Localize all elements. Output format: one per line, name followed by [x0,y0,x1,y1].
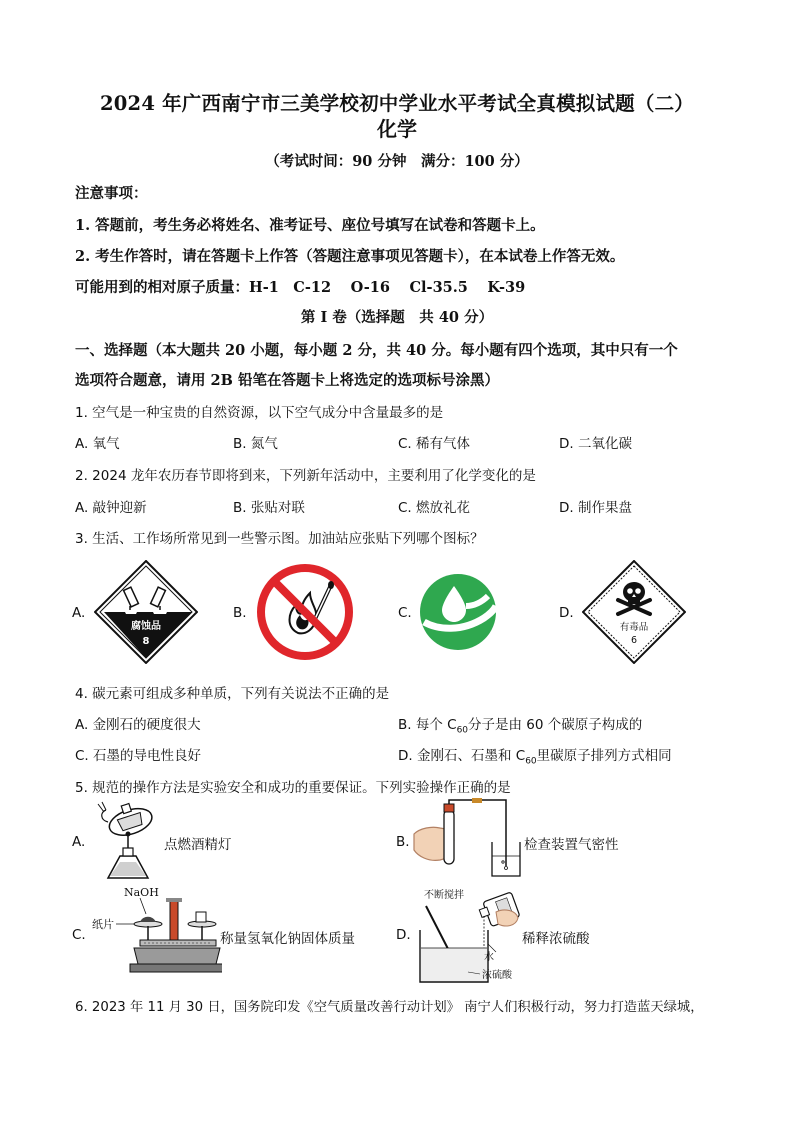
part1-heading: 第 I 卷（选择题 共 40 分） [300,309,494,326]
note-item-2: 2. 考生作答时，请在答题卡上作答（答题注意事项见答题卡），在本试卷上作答无效。 [75,248,625,265]
q1-option-d: D. 二氧化碳 [559,436,632,452]
balance-weighing-diagram [90,884,222,980]
q2-option-a: A. 敲钟迎新 [75,500,147,516]
q1-option-b: B. 氮气 [233,436,278,452]
lighting-alcohol-lamp-diagram [90,800,170,882]
exam-subject: 化学 [377,117,417,141]
notes-heading: 注意事项： [75,185,148,202]
q2-option-b: B. 张贴对联 [233,500,305,516]
q2-option-d: D. 制作果盘 [559,500,632,516]
q4-option-b-subscript: 60 [456,725,469,736]
naoh-label: NaOH [124,886,159,899]
q2-option-c: C. 燃放礼花 [398,500,471,516]
toxic-sign-icon [582,560,686,664]
q2-stem: 2. 2024 龙年农历春节即将到来，下列新年活动中，主要利用了化学变化的是 [75,468,536,484]
water-label: 水 [484,952,494,963]
q5-option-c-label: C. [72,927,86,943]
q5-option-a-label: A. [72,834,86,850]
q5-option-a-caption: 点燃酒精灯 [164,837,232,853]
q5-option-b-label: B. [396,834,410,850]
q4-option-d-text: D. 金刚石、石墨和 C [398,748,526,764]
corrosive-sign-number: 8 [142,636,150,647]
q4-option-a: A. 金刚石的硬度很大 [75,717,201,733]
paper-label: 纸片 [92,918,114,931]
note-item-1: 1. 答题前，考生务必将姓名、准考证号、座位号填写在试卷和答题卡上。 [75,217,545,234]
q4-option-d-subscript: 60 [525,756,537,767]
q4-option-b [398,713,642,736]
q5-option-c-caption: 称量氢氧化钠固体质量 [220,931,355,947]
q3-option-d-label: D. [559,605,574,621]
q5-stem: 5. 规范的操作方法是实验安全和成功的重要保证。下列实验操作正确的是 [75,780,511,796]
section1-instructions-line2: 选项符合题意，请用 2B 铅笔在答题卡上将选定的选项标号涂黑） [75,372,499,389]
q3-option-a-label: A. [72,605,86,621]
q4-option-d-text-end: 里碳原子排列方式相同 [536,748,672,764]
water-saving-sign-icon [418,572,498,652]
q4-option-b-text: B. 每个 C [398,717,457,733]
q4-stem: 4. 碳元素可组成多种单质，下列有关说法不正确的是 [75,686,390,702]
q3-option-c-label: C. [398,605,412,621]
dilute-sulfuric-acid-diagram [412,886,522,986]
q3-option-b-label: B. [233,605,247,621]
corrosive-sign-icon [94,560,198,664]
q5-option-b-caption: 检查装置气密性 [524,837,619,853]
exam-title: 2024 年广西南宁市三美学校初中学业水平考试全真模拟试题（二） [100,92,694,115]
q1-option-c: C. 稀有气体 [398,436,471,452]
stir-label: 不断搅拌 [424,890,464,901]
toxic-sign-text: 有毒品 [619,622,649,633]
acid-label: 浓硫酸 [482,970,512,981]
q6-stem: 6. 2023 年 11 月 30 日，国务院印发《空气质量改善行动计划》 南宁人们积极行动，努力打造蓝天绿城， [75,1000,704,1015]
q4-option-d [398,744,672,767]
q1-option-a: A. 氧气 [75,436,120,452]
q3-stem: 3. 生活、工作场所常见到一些警示图。加油站应张贴下列哪个图标？ [75,531,484,547]
q4-option-c: C. 石墨的导电性良好 [75,748,202,764]
no-fire-sign-icon [256,563,354,661]
corrosive-sign-text: 腐蚀品 [131,621,161,632]
q4-option-b-text-end: 分子是由 60 个碳原子构成的 [468,717,643,733]
airtightness-check-diagram [410,798,522,880]
toxic-sign-number: 6 [630,635,638,646]
section1-instructions-line1: 一、选择题（本大题共 20 小题，每小题 2 分，共 40 分。每小题有四个选项，其中只有一个 [75,342,678,359]
q5-option-d-label: D. [396,927,411,943]
q1-stem: 1. 空气是一种宝贵的自然资源，以下空气成分中含量最多的是 [75,405,444,421]
atomic-masses: 可能用到的相对原子质量：H-1 C-12 O-16 Cl-35.5 K-39 [75,279,526,296]
exam-time-score: （考试时间：90 分钟 满分：100 分） [265,153,529,170]
q5-option-d-caption: 稀释浓硫酸 [522,931,590,947]
